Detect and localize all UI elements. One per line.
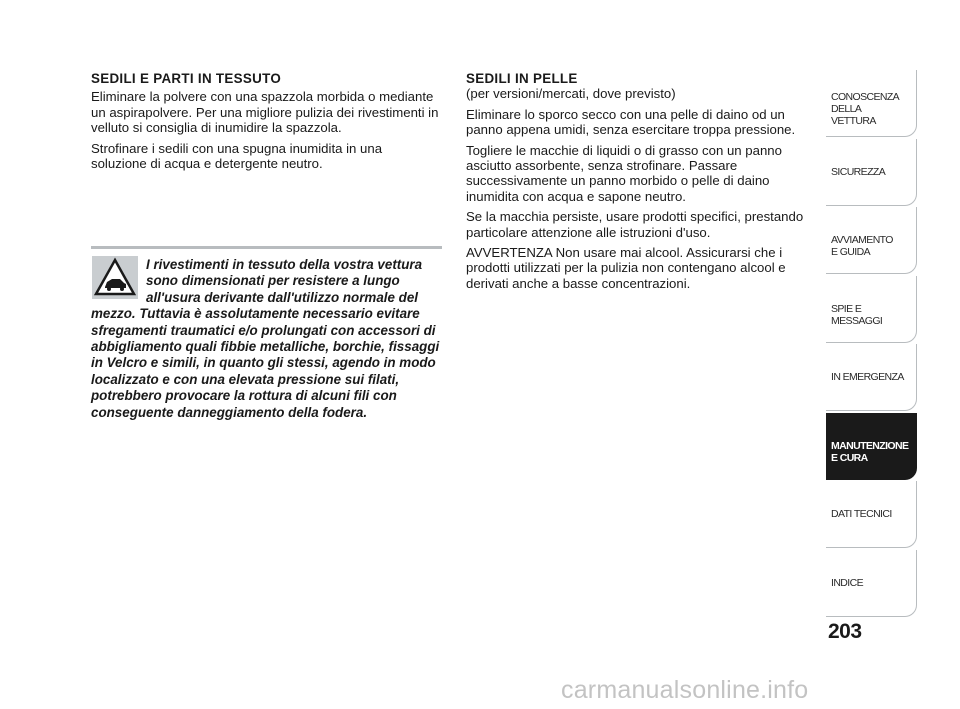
paragraph: Strofinare i sedili con una spugna inumidita in una soluzione di acqua e detergente neutro. — [91, 140, 383, 172]
tab-indice[interactable]: INDICE — [826, 550, 917, 617]
tab-avviamento[interactable]: AVVIAMENTO E GUIDA — [826, 207, 917, 274]
section-subheading: (per versioni/mercati, dove previsto) — [466, 86, 676, 102]
paragraph: Togliere le macchie di liquidi o di grasso con un panno asciutto assorbente, senza strofinare. Passare successivamente un panno morbido o pelle di daino inumidita con acqua e sapone neutro. — [466, 142, 782, 204]
tab-sicurezza[interactable]: SICUREZZA — [826, 139, 917, 206]
right-column — [466, 71, 811, 296]
warning-divider — [91, 246, 442, 249]
tab-spie[interactable]: SPIE E MESSAGGI — [826, 276, 917, 343]
warning-text: I rivestimenti in tessuto della vostra vettura sono dimensionati per resistere a lungo all'usura derivante dall'utilizzo normale del mezzo. Tuttavia è assolutamente necessario evitare sfregamenti traumatici e/o prolungati con accessori di abbigliamento quali fibbie metalliche, borchie, fissaggi in Velcro e simili, in quanto gli stessi, agendo in modo localizzato e con una elevata pressione sui filati, potrebbero provocare la rottura di alcuni fili con conseguente danneggiamento della fodera. — [91, 257, 440, 420]
watermark: carmanualsonline.info — [561, 676, 809, 704]
tab-dati-tecnici[interactable]: DATI TECNICI — [826, 481, 917, 548]
tab-conoscenza[interactable]: CONOSCENZA DELLA VETTURA — [826, 70, 917, 137]
paragraph: Eliminare la polvere con una spazzola morbida o mediante un aspirapolvere. Per una migliore pulizia dei rivestimenti in velluto si consiglia di inumidire la spazzola. — [91, 89, 439, 136]
chapter-tabs — [826, 70, 917, 618]
tab-emergenza[interactable]: IN EMERGENZA — [826, 344, 917, 411]
section-heading-fabric: SEDILI E PARTI IN TESSUTO — [91, 71, 282, 86]
left-column — [91, 71, 439, 176]
paragraph: Se la macchia persiste, usare prodotti specifici, prestando particolare attenzione alle istruzioni d'uso. — [466, 209, 804, 240]
tab-manutenzione[interactable]: MANUTENZIONE E CURA — [826, 413, 917, 480]
paragraph: Eliminare lo sporco secco con una pelle di daino od un panno appena umidi, senza esercitare troppa pressione. — [466, 106, 796, 138]
paragraph: AVVERTENZA Non usare mai alcool. Assicurarsi che i prodotti utilizzati per la pulizia non contengano alcool e derivati anche a basse concentrazioni. — [466, 245, 786, 291]
page-number: 203 — [828, 620, 862, 643]
section-heading-leather: SEDILI IN PELLE — [466, 71, 578, 86]
